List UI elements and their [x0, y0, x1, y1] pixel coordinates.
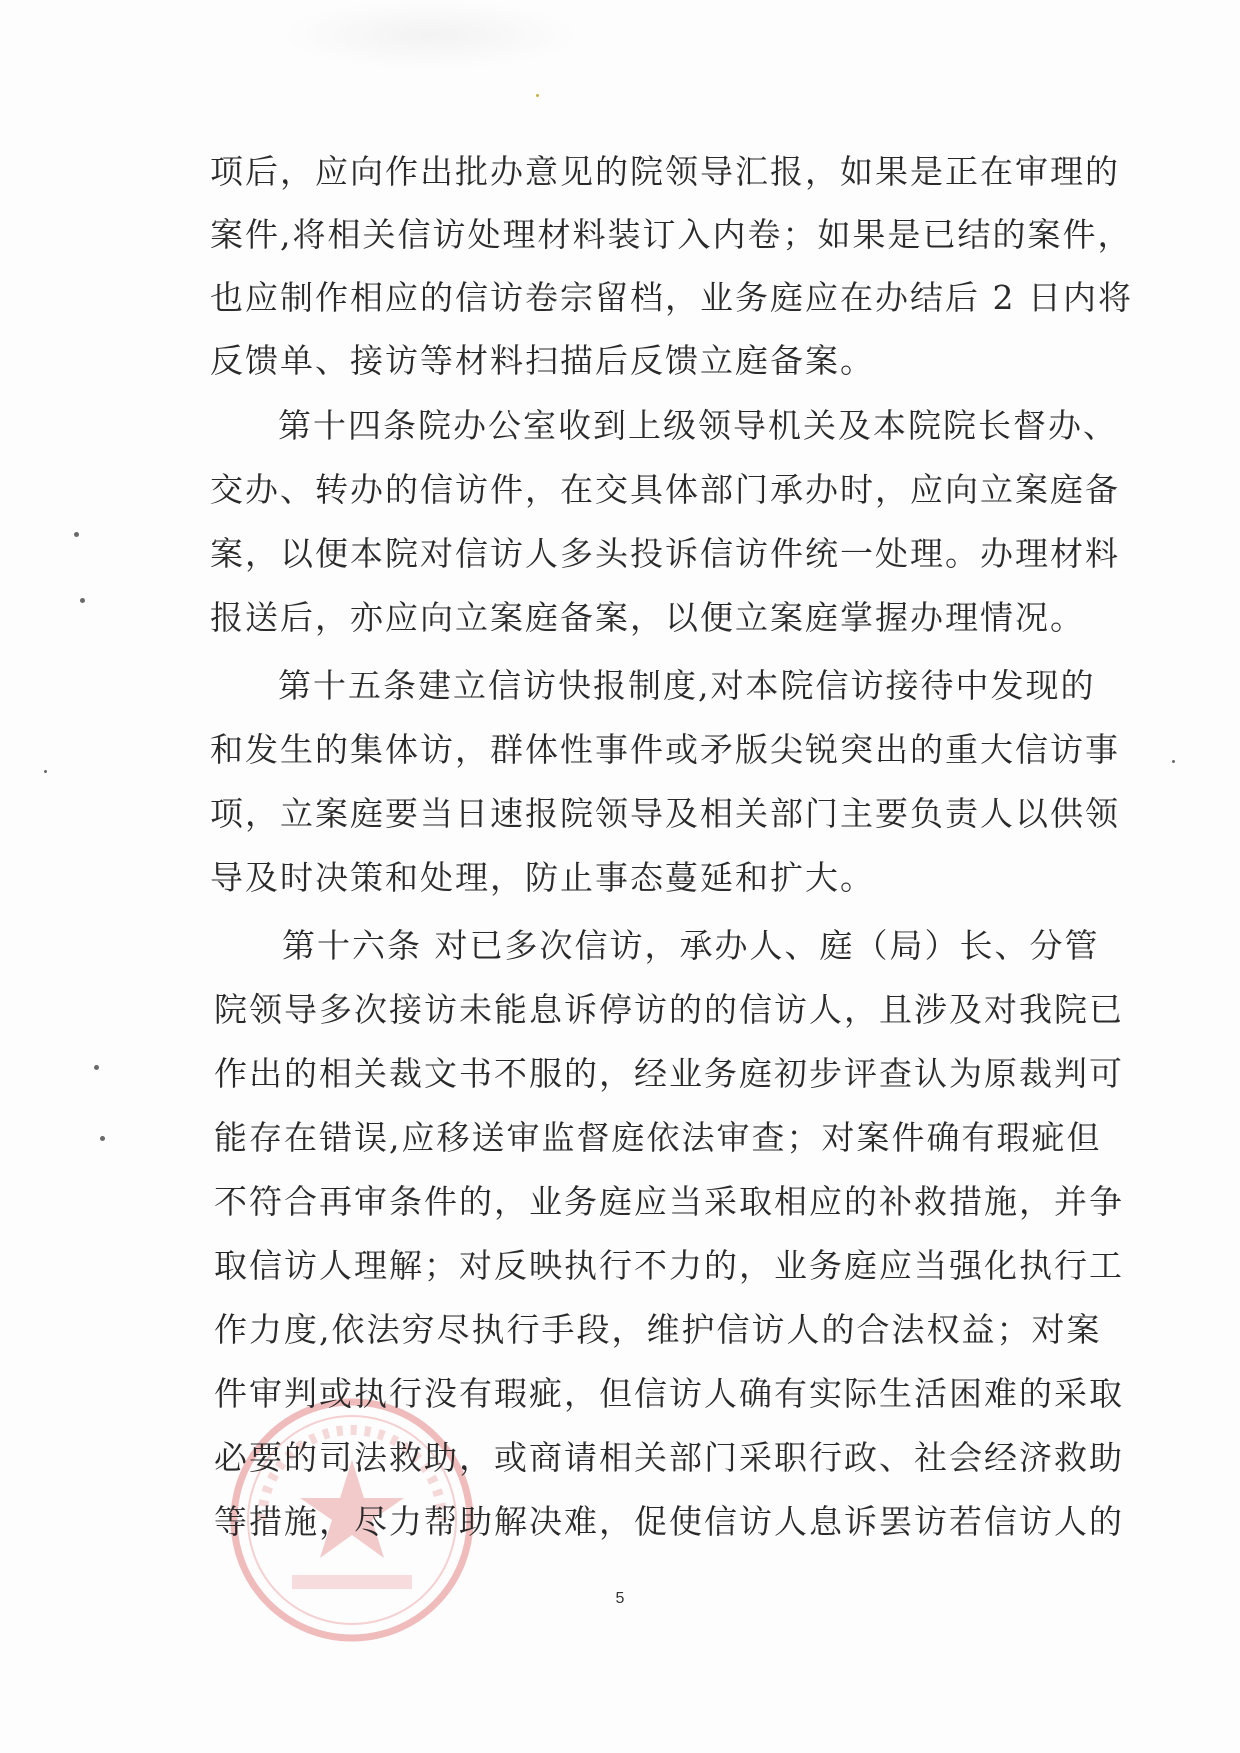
text-line: 项后，应向作出批办意见的院领导汇报，如果是正在审理的: [210, 152, 1120, 191]
text-line: 导及时决策和处理，防止事态蔓延和扩大。: [210, 858, 875, 897]
text-line: 取信访人理解；对反映执行不力的，业务庭应当强化执行工: [214, 1246, 1124, 1285]
text-line: 反馈单、接访等材料扫描后反馈立庭备案。: [210, 341, 875, 380]
scan-speck: [536, 94, 539, 97]
paragraph-first-line: 第十四条院办公室收到上级领导机关及本院院长督办、: [278, 406, 1118, 445]
scan-speck: [1172, 760, 1175, 763]
text-line: 交办、转办的信访件，在交具体部门承办时，应向立案庭备: [210, 470, 1120, 509]
text-line: 院领导多次接访未能息诉停访的的信访人，且涉及对我院已: [214, 990, 1124, 1029]
text-line: 也应制作相应的信访卷宗留档，业务庭应在办结后 2 日内将: [210, 278, 1133, 317]
text-line: 作出的相关裁文书不服的，经业务庭初步评查认为原裁判可: [214, 1054, 1124, 1093]
text-line: 案，以便本院对信访人多头投诉信访件统一处理。办理材料: [210, 534, 1120, 573]
text-line: 不符合再审条件的，业务庭应当采取相应的补救措施，并争: [214, 1182, 1124, 1221]
page-number: 5: [615, 1590, 625, 1607]
text-line: 项，立案庭要当日速报院领导及相关部门主要负责人以供领: [210, 794, 1120, 833]
text-line: 等措施，尽力帮助解决难，促使信访人息诉罢访若信访人的: [214, 1502, 1124, 1541]
scan-speck: [44, 770, 47, 773]
scan-speck: [80, 598, 85, 603]
text-line: 必要的司法救助，或商请相关部门采职行政、社会经济救助: [214, 1438, 1124, 1477]
text-line: 作力度,依法穷尽执行手段，维护信访人的合法权益；对案: [214, 1310, 1102, 1349]
paragraph-first-line: 第十六条 对已多次信访，承办人、庭（局）长、分管: [282, 926, 1100, 965]
bleed-through-mark: [280, 0, 580, 70]
scan-speck: [100, 1136, 105, 1141]
text-line: 案件,将相关信访处理材料装订入内卷；如果是已结的案件，: [210, 215, 1133, 254]
scan-speck: [94, 1065, 99, 1070]
text-line: 能存在错误,应移送审监督庭依法审查；对案件确有瑕疵但: [214, 1118, 1102, 1157]
scan-speck: [74, 532, 79, 537]
text-line: 和发生的集体访，群体性事件或矛版尖锐突出的重大信访事: [210, 730, 1120, 769]
paragraph-first-line: 第十五条建立信访快报制度,对本院信访接待中发现的: [278, 666, 1096, 705]
text-line: 报送后，亦应向立案庭备案，以便立案庭掌握办理情况。: [210, 598, 1085, 637]
text-line: 件审判或执行没有瑕疵，但信访人确有实际生活困难的采取: [214, 1374, 1124, 1413]
